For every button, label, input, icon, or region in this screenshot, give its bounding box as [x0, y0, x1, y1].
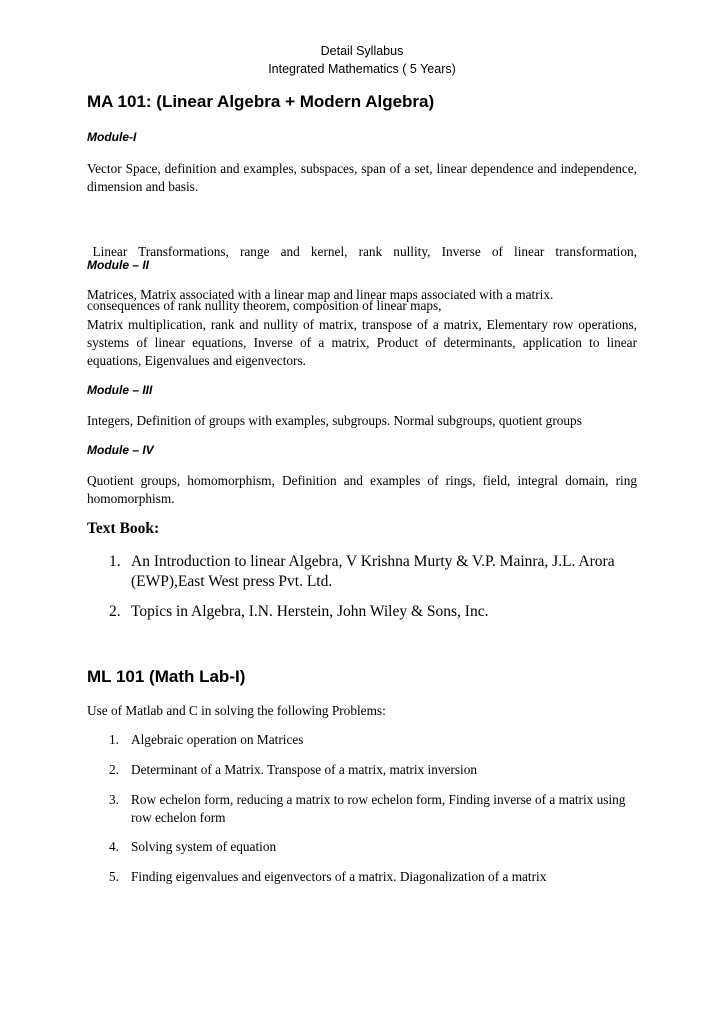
lab-item: [109, 791, 639, 827]
textbook-heading: Text Book:: [87, 520, 160, 537]
paragraph-line: homomorphism.: [87, 491, 175, 506]
list-item-text: [131, 868, 641, 886]
paragraph-line: Quotient groups, homomorphism, Definition and examples of rings, field, integral domain, ring: [87, 473, 637, 488]
list-number: 4.: [109, 839, 119, 854]
paragraph-line: consequences of rank nullity theorem, composition of linear maps,: [87, 298, 442, 313]
module-1-label: Module-I: [87, 130, 137, 144]
list-number: 5.: [109, 869, 119, 884]
list-item-text: [131, 761, 641, 779]
paragraph-line: Vector Space, definition and examples, subspaces, span of a set, linear dependence and independence,: [87, 161, 637, 176]
lab-intro: [87, 702, 637, 720]
module-4-paragraph-1: [87, 472, 637, 508]
course-title-ma101: MA 101: (Linear Algebra + Modern Algebra): [87, 92, 435, 111]
paragraph-line: Matrix multiplication, rank and nullity of matrix, transpose of a matrix, Elementary row operations,: [87, 317, 637, 332]
list-item-text: [131, 838, 641, 856]
textbook-item: [109, 552, 629, 592]
list-number: 1.: [109, 553, 121, 570]
header-line-2: Integrated Mathematics ( 5 Years): [268, 62, 456, 76]
list-number: 1.: [109, 732, 119, 747]
list-line: Determinant of a Matrix. Transpose of a matrix, matrix inversion: [131, 762, 478, 777]
module-4-label: Module – IV: [87, 443, 154, 457]
list-item-text: [131, 791, 641, 827]
list-item-text: [131, 602, 631, 622]
list-line: Algebraic operation on Matrices: [131, 732, 304, 747]
list-item-text: [131, 731, 641, 749]
list-number: 2.: [109, 762, 119, 777]
lab-item: [109, 731, 639, 749]
paragraph-line: Linear Transformations, range and kernel, rank nullity, Inverse of linear transformation,: [87, 244, 637, 259]
list-number: 2.: [109, 603, 121, 620]
paragraph-line: equations, Eigenvalues and eigenvectors.: [87, 353, 306, 368]
course-title-ml101: ML 101 (Math Lab-I): [87, 667, 246, 686]
list-number: 3.: [109, 792, 119, 807]
lab-item: [109, 761, 639, 779]
paragraph-line: systems of linear equations, Inverse of a matrix, Product of determinants, application to linear: [87, 335, 637, 350]
paragraph-line: dimension and basis.: [87, 179, 199, 194]
lab-item: [109, 838, 639, 856]
paragraph-line: Matrices, Matrix associated with a linear map and linear maps associated with a matrix.: [87, 287, 554, 302]
list-line: Topics in Algebra, I.N. Herstein, John Wiley & Sons, Inc.: [131, 603, 489, 620]
paragraph-line: Use of Matlab and C in solving the following Problems:: [87, 703, 386, 718]
paragraph-line: Integers, Definition of groups with examples, subgroups. Normal subgroups, quotient groups: [87, 413, 582, 428]
module-2-paragraph-2: [87, 316, 637, 370]
module-1-paragraph-1: [87, 160, 637, 196]
lab-item: [109, 868, 639, 886]
list-line: (EWP),East West press Pvt. Ltd.: [131, 573, 333, 590]
module-2-paragraph-1: [87, 286, 637, 304]
list-line: Solving system of equation: [131, 839, 277, 854]
list-item-text: [131, 552, 631, 592]
module-3-paragraph-1: [87, 412, 637, 430]
list-line: Row echelon form, reducing a matrix to row echelon form, Finding inverse of a matrix using: [131, 792, 626, 807]
module-2-label: Module – II: [87, 258, 150, 272]
list-line: An Introduction to linear Algebra, V Krishna Murty & V.P. Mainra, J.L. Arora: [131, 553, 615, 570]
list-line: Finding eigenvalues and eigenvectors of a matrix. Diagonalization of a matrix: [131, 869, 547, 884]
textbook-item: [109, 602, 629, 622]
header-line-1: Detail Syllabus: [320, 44, 404, 58]
list-line: row echelon form: [131, 810, 226, 825]
module-3-label: Module – III: [87, 383, 153, 397]
